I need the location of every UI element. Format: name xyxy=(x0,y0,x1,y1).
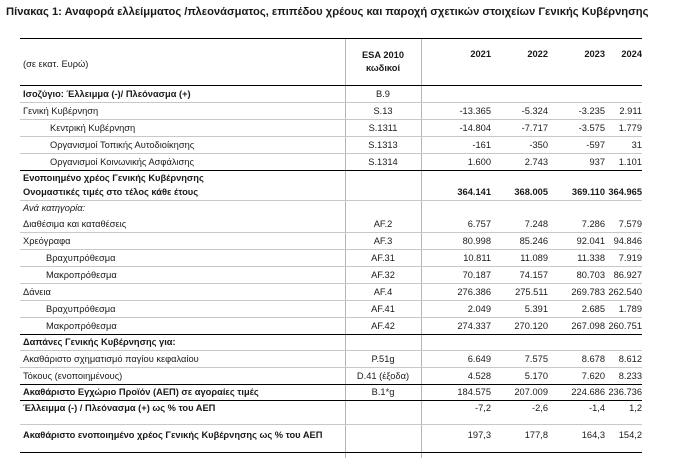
row-label: Οργανισμοί Τοπικής Αυτοδιοίκησης xyxy=(50,140,195,150)
cell-value: 197,3 xyxy=(467,430,491,440)
cell-value: 369.110 xyxy=(571,187,605,197)
cell-value: -7,2 xyxy=(474,403,491,413)
cell-value: 1.789 xyxy=(618,304,642,314)
cell-value: 270.120 xyxy=(514,321,548,331)
cell-value: 6.649 xyxy=(467,354,491,364)
cell-value: -7.717 xyxy=(521,123,548,133)
cell-value: 1,2 xyxy=(629,403,642,413)
table-row xyxy=(20,86,642,103)
cell-value: 364.965 xyxy=(608,187,642,197)
row-label: Ισοζύγιο: Έλλειμμα (-)/ Πλεόνασμα (+) xyxy=(23,89,191,99)
cell-value: 184.575 xyxy=(457,387,491,397)
row-code: S.1311 xyxy=(368,123,398,133)
cell-value: 7.579 xyxy=(618,219,642,229)
row-label: Μακροπρόθεσμα xyxy=(46,321,117,331)
cell-value: 2.743 xyxy=(524,157,548,167)
row-code: AF.31 xyxy=(371,253,395,263)
cell-value: 177,8 xyxy=(524,430,548,440)
category-heading-row xyxy=(20,201,642,216)
row-code: AF.41 xyxy=(371,304,395,314)
table-row xyxy=(20,425,642,453)
row-label: Ενοποιημένο χρέος Γενικής Κυβέρνησης xyxy=(23,173,204,183)
cell-value: 262.540 xyxy=(608,287,642,297)
row-label: Ονομαστικές τιμές στο τέλος κάθε έτους xyxy=(23,187,199,197)
row-label: Χρεόγραφα xyxy=(23,236,71,246)
table-row xyxy=(20,103,642,120)
cell-value: 207.009 xyxy=(514,387,548,397)
cell-value: 74.157 xyxy=(519,270,548,280)
row-code: S.13 xyxy=(373,106,393,116)
table-row xyxy=(20,154,642,171)
cell-value: 2.685 xyxy=(581,304,605,314)
row-code: AF.3 xyxy=(373,236,393,246)
row-label: Έλλειμμα (-) / Πλεόνασμα (+) ως % του ΑΕΠ xyxy=(23,403,216,413)
cell-value: -3.575 xyxy=(578,123,605,133)
cell-value: 7.248 xyxy=(524,219,548,229)
cell-value: 31 xyxy=(631,140,642,150)
cell-value: 5.391 xyxy=(524,304,548,314)
table-row xyxy=(20,233,642,250)
code-header xyxy=(345,49,421,75)
section-heading-row xyxy=(20,171,642,185)
cell-value: 94.846 xyxy=(613,236,642,246)
cell-value: 2.049 xyxy=(467,304,491,314)
table-row xyxy=(20,284,642,301)
row-label: Διαθέσιμα και καταθέσεις xyxy=(23,219,127,229)
unit-label: (σε εκατ. Ευρώ) xyxy=(23,59,89,69)
cell-value: 86.927 xyxy=(613,270,642,280)
table-row xyxy=(20,216,642,233)
cell-value: 8.678 xyxy=(581,354,605,364)
cell-value: 260.751 xyxy=(608,321,642,331)
cell-value: 275.511 xyxy=(515,287,548,297)
cell-value: 5.170 xyxy=(524,371,548,381)
row-label: Οργανισμοί Κοινωνικής Ασφάλισης xyxy=(50,157,194,167)
cell-value: 937 xyxy=(589,157,605,167)
cell-value: -3.235 xyxy=(578,106,605,116)
cell-value: 7.575 xyxy=(524,354,548,364)
cell-value: 274.337 xyxy=(457,321,491,331)
table-row xyxy=(20,120,642,137)
row-code: AF.4 xyxy=(373,287,393,297)
row-code: S.1313 xyxy=(368,140,398,150)
row-code: B.9 xyxy=(376,89,390,99)
cell-value: 1.779 xyxy=(618,123,642,133)
cell-value: 1.600 xyxy=(467,157,491,167)
table-row xyxy=(20,301,642,318)
row-label: Δαπάνες Γενικής Κυβέρνησης για: xyxy=(23,337,176,347)
cell-value: -5.324 xyxy=(521,106,548,116)
row-label: Βραχυπρόθεσμα xyxy=(46,304,116,314)
row-code: P.51g xyxy=(371,354,395,364)
row-label: Δάνεια xyxy=(23,287,51,297)
cell-value: 80.998 xyxy=(462,236,491,246)
cell-value: 164,3 xyxy=(581,430,605,440)
cell-value: 85.246 xyxy=(519,236,548,246)
cell-value: 269.783 xyxy=(571,287,605,297)
row-label: Τόκους (ενοποιημένους) xyxy=(23,371,123,381)
table-row xyxy=(20,185,642,201)
cell-value: 10.811 xyxy=(463,253,491,263)
year-header: 2021 xyxy=(470,49,491,59)
year-header: 2024 xyxy=(621,49,642,59)
cell-value: 11.338 xyxy=(577,253,605,263)
table-title: Πίνακας 1: Αναφορά ελλείμματος /πλεονάσματος, επιπέδου χρέους και παροχή σχετικών στοιχείων Γενικής Κυβέρνησης xyxy=(6,6,649,18)
cell-value: 236.736 xyxy=(608,387,642,397)
cell-value: 7.620 xyxy=(581,371,605,381)
table-row xyxy=(20,250,642,267)
cell-value: -1,4 xyxy=(588,403,605,413)
cell-value: 70.187 xyxy=(462,270,491,280)
table-row xyxy=(20,385,642,401)
cell-value: 92.041 xyxy=(576,236,605,246)
fiscal-table xyxy=(20,38,642,453)
cell-value: 80.703 xyxy=(576,270,605,280)
cell-value: -13.365 xyxy=(459,106,491,116)
cell-value: 1.101 xyxy=(618,157,642,167)
cell-value: -14.804 xyxy=(459,123,491,133)
row-label: Ακαθάριστο σχηματισμό παγίου κεφαλαίου xyxy=(23,354,199,364)
row-label: Ακαθάριστο Εγχώριο Προϊόν (ΑΕΠ) σε αγοραίες τιμές xyxy=(23,387,259,397)
row-code: D.41 (έξοδα) xyxy=(356,371,410,381)
year-header: 2022 xyxy=(527,49,548,59)
table-row xyxy=(20,368,642,385)
cell-value: 8.612 xyxy=(618,354,642,364)
cell-value: 364.141 xyxy=(457,187,491,197)
row-code: B.1*g xyxy=(371,387,395,397)
row-label: Μακροπρόθεσμα xyxy=(46,270,117,280)
table-row xyxy=(20,267,642,284)
row-label: Γενική Κυβέρνηση xyxy=(23,106,99,116)
row-code: AF.42 xyxy=(371,321,395,331)
cell-value: 154,2 xyxy=(618,430,642,440)
code-header-line2: κωδικοί xyxy=(365,63,401,73)
row-label: Ακαθάριστο ενοποιημένο χρέος Γενικής Κυβέρνησης ως % του ΑΕΠ xyxy=(23,430,323,440)
cell-value: -350 xyxy=(529,140,548,150)
row-label: Κεντρική Κυβέρνηση xyxy=(50,123,136,133)
row-code: AF.2 xyxy=(373,219,393,229)
cell-value: 2.911 xyxy=(619,106,642,116)
row-label: Βραχυπρόθεσμα xyxy=(46,253,116,263)
cell-value: 7.919 xyxy=(618,253,642,263)
table-row xyxy=(20,137,642,154)
year-header: 2023 xyxy=(584,49,605,59)
section-heading-row xyxy=(20,335,642,351)
header-row xyxy=(20,38,642,86)
cell-value: 368.005 xyxy=(514,187,548,197)
table-row xyxy=(20,318,642,335)
row-label: Ανά κατηγορία: xyxy=(23,203,86,213)
cell-value: 4.528 xyxy=(467,371,491,381)
cell-value: 11.089 xyxy=(520,253,548,263)
cell-value: 224.686 xyxy=(571,387,605,397)
cell-value: -597 xyxy=(586,140,605,150)
cell-value: 8.233 xyxy=(618,371,642,381)
cell-value: 276.386 xyxy=(457,287,491,297)
cell-value: 7.286 xyxy=(581,219,605,229)
cell-value: -161 xyxy=(472,140,491,150)
code-header-line1: ESA 2010 xyxy=(361,50,405,60)
row-code: AF.32 xyxy=(371,270,395,280)
table-row xyxy=(20,401,642,425)
cell-value: -2,6 xyxy=(531,403,548,413)
cell-value: 267.098 xyxy=(571,321,605,331)
row-code: S.1314 xyxy=(368,157,398,167)
table-row xyxy=(20,351,642,368)
cell-value: 6.757 xyxy=(467,219,491,229)
